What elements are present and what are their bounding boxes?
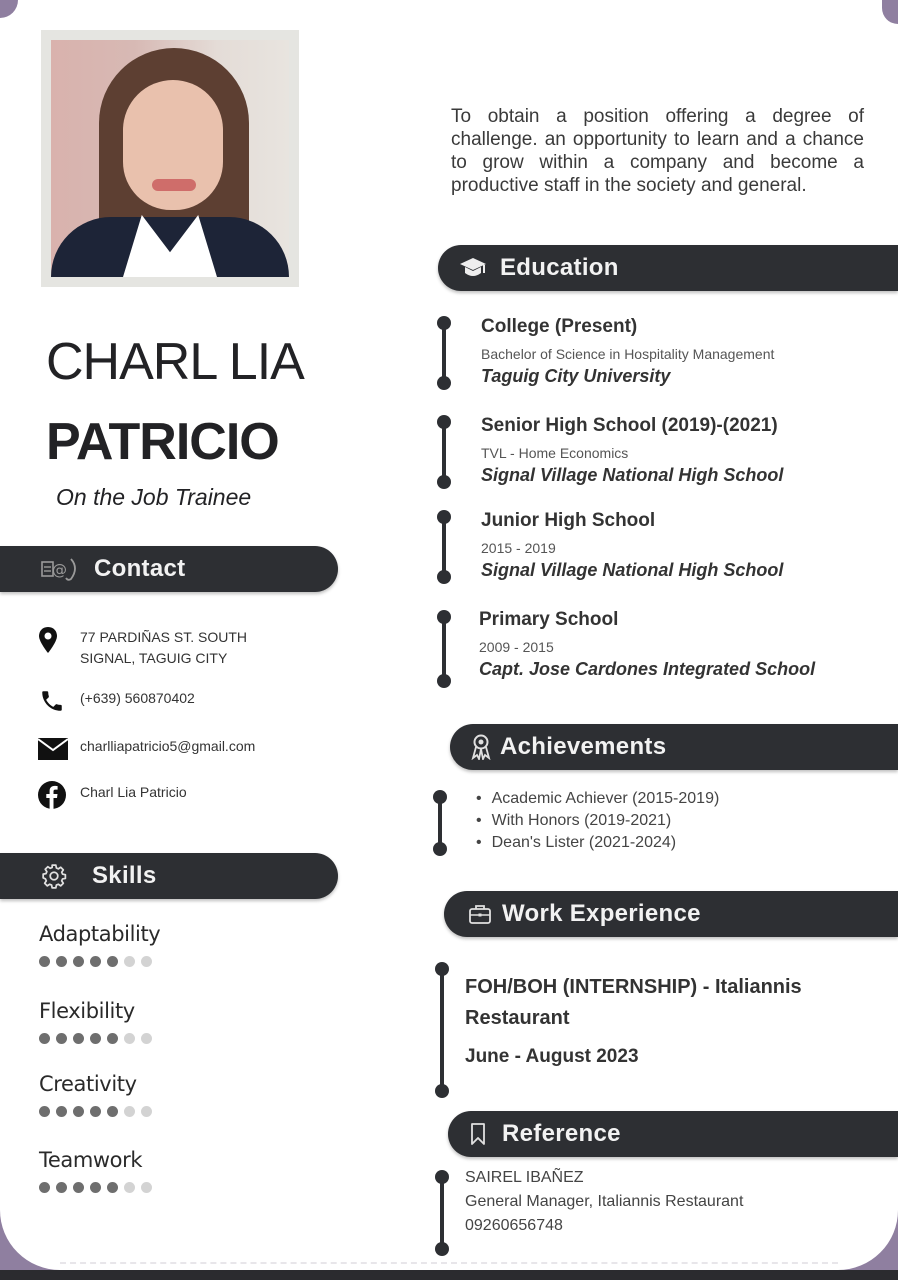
education-detail: 2015 - 2019 xyxy=(481,540,556,556)
education-item xyxy=(481,510,783,581)
reference-phone: 09260656748 xyxy=(465,1217,563,1234)
reference-header-label: Reference xyxy=(502,1120,621,1147)
education-level: Senior High School (2019)-(2021) xyxy=(481,415,778,436)
education-header-label: Education xyxy=(500,254,619,281)
timeline-marker xyxy=(433,790,447,856)
contact-phone xyxy=(38,688,195,714)
reference-section-header xyxy=(448,1111,898,1157)
achievements-section-header xyxy=(450,724,898,770)
skills-section-header xyxy=(0,853,338,899)
page-corner xyxy=(882,0,898,24)
timeline-marker xyxy=(437,510,451,584)
education-item xyxy=(479,609,815,680)
svg-text:@: @ xyxy=(52,561,67,579)
education-school: Signal Village National High School xyxy=(481,560,784,580)
career-objective: To obtain a position offering a degree of challenge. an opportunity to learn and a chance to grow within a company and become a productive staff in the society and general. xyxy=(451,106,864,196)
achievement-item: • With Honors (2019-2021) xyxy=(476,810,719,832)
skill-name: Adaptability xyxy=(39,922,161,946)
reference-details xyxy=(465,1166,743,1238)
education-detail: TVL - Home Economics xyxy=(481,445,629,461)
contact-email[interactable] xyxy=(38,736,255,762)
achievements-list xyxy=(476,788,719,854)
reference-name: SAIREL IBAÑEZ xyxy=(465,1169,584,1186)
timeline-marker xyxy=(437,610,451,688)
profile-photo-frame xyxy=(41,30,299,287)
bookmark-icon xyxy=(468,1123,488,1145)
briefcase-icon xyxy=(468,904,492,924)
skill-rating xyxy=(39,956,160,967)
skill-item xyxy=(39,1148,158,1193)
award-ribbon-icon xyxy=(470,734,492,760)
education-level: Junior High School xyxy=(481,510,656,531)
work-experience-header-label: Work Experience xyxy=(502,900,701,927)
achievement-item: • Dean's Lister (2021-2024) xyxy=(476,832,719,854)
education-school: Capt. Jose Cardones Integrated School xyxy=(479,659,816,679)
location-pin-icon xyxy=(38,627,72,653)
contact-header-label: Contact xyxy=(94,555,186,582)
achievements-header-label: Achievements xyxy=(500,733,667,760)
graduation-cap-icon xyxy=(458,256,488,280)
reference-position: General Manager, Italiannis Restaurant xyxy=(465,1193,744,1210)
skill-rating xyxy=(39,1182,158,1193)
envelope-icon xyxy=(38,736,72,762)
profile-photo xyxy=(51,40,289,277)
facebook-text[interactable]: Charl Lia Patricio xyxy=(80,784,187,800)
skill-rating xyxy=(39,1106,158,1117)
work-date: June - August 2023 xyxy=(465,1046,639,1067)
skill-item xyxy=(39,922,160,967)
timeline-marker xyxy=(435,1170,449,1256)
education-section-header xyxy=(438,245,898,291)
skill-item xyxy=(39,1072,158,1117)
education-detail: Bachelor of Science in Hospitality Management xyxy=(481,346,775,362)
email-text[interactable]: charlliapatricio5@gmail.com xyxy=(80,738,256,754)
education-item xyxy=(481,415,783,486)
timeline-marker xyxy=(435,962,449,1098)
education-level: Primary School xyxy=(479,609,619,630)
work-experience-section-header xyxy=(444,891,898,937)
contact-address xyxy=(38,627,247,669)
education-level: College (Present) xyxy=(481,316,638,337)
skill-name: Flexibility xyxy=(39,999,135,1023)
gear-icon xyxy=(40,863,68,889)
skill-name: Teamwork xyxy=(39,1148,143,1172)
education-school: Signal Village National High School xyxy=(481,465,784,485)
timeline-marker xyxy=(437,415,451,489)
skill-rating xyxy=(39,1033,158,1044)
job-title: On the Job Trainee xyxy=(56,484,252,510)
timeline-marker xyxy=(437,316,451,390)
email-at-icon xyxy=(40,556,80,582)
skill-item xyxy=(39,999,158,1044)
education-item xyxy=(481,316,774,387)
bottom-bar xyxy=(0,1270,898,1280)
skill-name: Creativity xyxy=(39,1072,137,1096)
achievement-item: • Academic Achiever (2015-2019) xyxy=(476,788,719,810)
facebook-icon xyxy=(38,782,72,808)
decorative-dashed-edge xyxy=(60,1262,838,1264)
contact-section-header xyxy=(0,546,338,592)
skills-header-label: Skills xyxy=(92,862,157,889)
phone-text: (+639) 560870402 xyxy=(80,690,195,706)
page-corner xyxy=(0,0,18,18)
contact-facebook[interactable] xyxy=(38,782,187,808)
address-text: 77 PARDIÑAS ST. SOUTH SIGNAL, TAGUIG CITY xyxy=(80,629,248,666)
phone-icon xyxy=(38,688,72,714)
last-name: PATRICIO xyxy=(46,413,279,471)
first-name: CHARL LIA xyxy=(46,333,304,391)
education-detail: 2009 - 2015 xyxy=(479,639,554,655)
work-title: FOH/BOH (INTERNSHIP) - Italiannis Restaurant xyxy=(465,976,802,1029)
education-school: Taguig City University xyxy=(481,366,671,386)
